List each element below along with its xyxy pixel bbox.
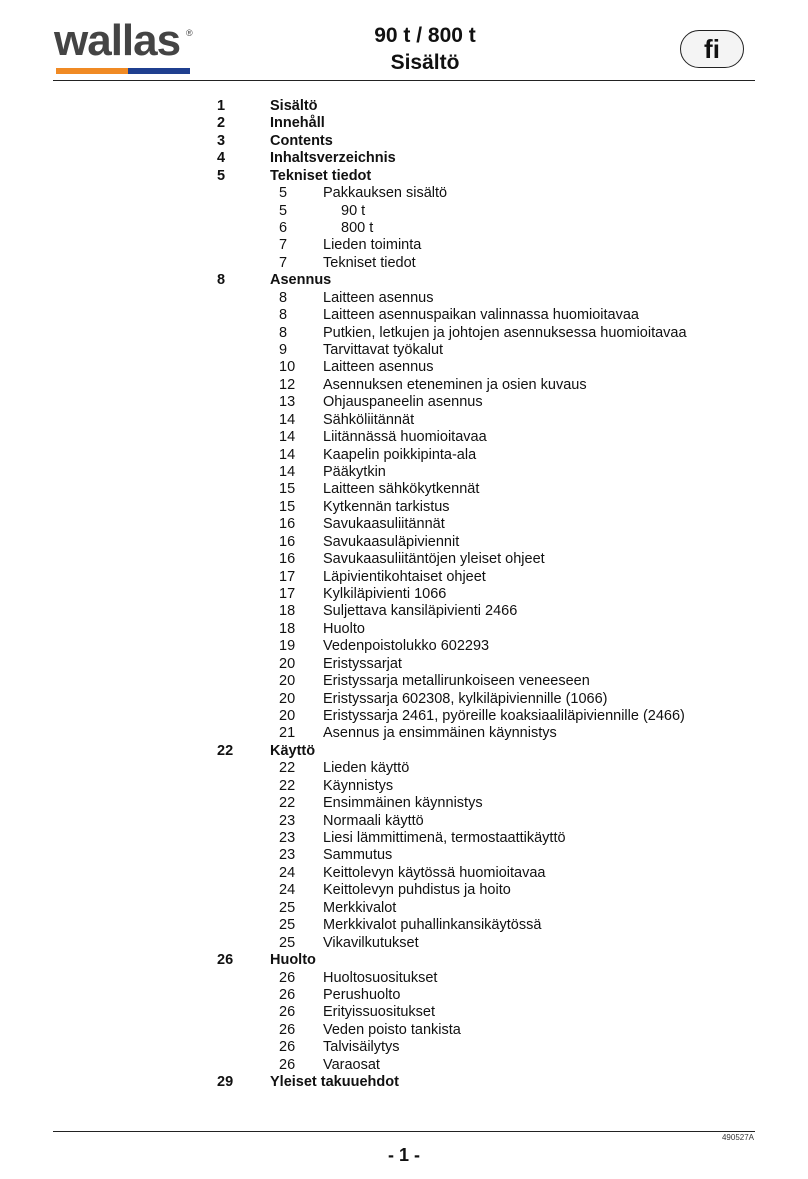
toc-entry-title: Kytkennän tarkistus <box>323 498 450 515</box>
toc-page-number: 23 <box>279 812 296 829</box>
toc-entry-title: Kaapelin poikkipinta-ala <box>323 446 477 463</box>
toc-page-number: 16 <box>279 533 296 550</box>
toc-page-number: 26 <box>279 1004 296 1021</box>
toc-page-number: 20 <box>279 708 296 725</box>
toc-entry-title: Asennuksen eteneminen ja osien kuvaus <box>323 376 587 393</box>
toc-page-number: 14 <box>279 411 296 428</box>
toc-entry-title: Käynnistys <box>323 777 394 794</box>
toc-page-number: 7 <box>279 254 288 271</box>
toc-entry-title: Huoltosuositukset <box>323 969 438 986</box>
toc-entry-title: Eristyssarjat <box>323 655 402 672</box>
toc-page-number: 12 <box>279 376 296 393</box>
toc-page-number: 23 <box>279 847 296 864</box>
toc-page-number: 22 <box>279 760 296 777</box>
toc-entry-title: Asennus ja ensimmäinen käynnistys <box>323 725 557 742</box>
toc-page-number: 5 <box>217 167 226 184</box>
toc-entry-title: Läpivientikohtaiset ohjeet <box>323 568 486 585</box>
logo-orange-stripe <box>56 68 128 74</box>
toc-page-number: 6 <box>279 220 288 236</box>
toc-entry-title: Tarvittavat työkalut <box>323 342 444 359</box>
toc-entry-title: 90 t <box>341 202 366 219</box>
toc-entry-title: Pääkytkin <box>323 464 386 481</box>
toc-entry-title: Perushuolto <box>323 986 401 1003</box>
toc-page-number: 2 <box>217 115 226 132</box>
toc-page-number: 17 <box>279 586 296 603</box>
toc-page-number: 29 <box>217 1074 234 1091</box>
toc-page-number: 25 <box>279 917 296 934</box>
toc-page-number: 26 <box>279 986 296 1003</box>
toc-page-number: 22 <box>279 777 296 794</box>
toc-page-number: 21 <box>279 725 296 742</box>
toc-page-number: 8 <box>279 324 288 341</box>
toc-page-number: 14 <box>279 464 296 481</box>
toc-entry-title: Eristyssarja 602308, kylkiläpiviennille (1066) <box>323 690 608 707</box>
toc-entry-title: Laitteen asennus <box>323 359 434 376</box>
toc-entry-title: Veden poisto tankista <box>323 1021 461 1038</box>
toc-entry-title: Keittolevyn puhdistus ja hoito <box>323 882 511 899</box>
toc-page-number: 8 <box>217 272 226 289</box>
document-code: 490527A <box>721 1133 754 1142</box>
toc-entry-title: Keittolevyn käytössä huomioitavaa <box>323 864 546 881</box>
toc-entry-title: Talvisäilytys <box>323 1039 400 1056</box>
toc-page-number: 16 <box>279 516 296 533</box>
toc-entry-title: Liitännässä huomioitavaa <box>323 429 487 446</box>
toc-page-number: 20 <box>279 673 296 690</box>
toc-entry-title: Pakkauksen sisältö <box>323 185 448 202</box>
toc-page-number: 18 <box>279 620 296 637</box>
footer-divider <box>53 1131 755 1132</box>
toc-page-number: 8 <box>279 289 288 306</box>
toc-page-number: 22 <box>217 742 234 759</box>
toc-entry-title: Inhaltsverzeichnis <box>270 150 396 167</box>
toc-page-number: 3 <box>217 132 226 149</box>
toc-entry-title: Savukaasuliitännät <box>323 516 445 533</box>
registered-mark: ® <box>186 28 193 38</box>
toc-entry-title: Tekniset tiedot <box>270 167 372 184</box>
toc-page-number: 26 <box>217 952 234 969</box>
toc-page-number: 7 <box>279 237 288 254</box>
toc-entry-title: Ohjauspaneelin asennus <box>323 394 483 411</box>
toc-page-number: 26 <box>279 1021 296 1038</box>
toc-entry-title: Laitteen asennuspaikan valinnassa huomioitavaa <box>323 307 639 324</box>
toc-page-number: 17 <box>279 568 296 585</box>
toc-page-number: 22 <box>279 795 296 812</box>
toc-entry-title: Tekniset tiedot <box>323 254 416 271</box>
toc-page-number: 8 <box>279 307 288 324</box>
toc-entry-title: Asennus <box>270 272 332 289</box>
toc-entry-title: Eristyssarja metallirunkoiseen veneeseen <box>323 673 590 690</box>
toc-entry-title: Ensimmäinen käynnistys <box>323 795 483 812</box>
toc-entry-title: Merkkivalot <box>323 899 397 916</box>
toc-page-number: 25 <box>279 934 296 951</box>
toc-page-number: 26 <box>279 1056 296 1073</box>
toc-page-number: 25 <box>279 899 296 916</box>
toc-entry-title: Sisältö <box>270 98 318 114</box>
toc-page-number: 15 <box>279 481 296 498</box>
toc-entry-title: Vikavilkutukset <box>323 934 419 951</box>
toc-page-number: 24 <box>279 864 296 881</box>
toc-page-number: 5 <box>279 202 288 219</box>
toc-page-number: 15 <box>279 498 296 515</box>
toc-entry-title: 800 t <box>341 220 374 236</box>
toc-page-number: 19 <box>279 638 296 655</box>
toc-page-number: 10 <box>279 359 296 376</box>
toc-page-number: 16 <box>279 551 296 568</box>
document-subtitle: Sisältö <box>390 51 460 74</box>
toc-page-number: 26 <box>279 1039 296 1056</box>
toc-entry-title: Lieden toiminta <box>323 237 422 254</box>
page-number: - 1 - <box>387 1145 420 1165</box>
toc-entry-title: Innehåll <box>270 115 325 132</box>
logo-wordmark: wallas <box>54 16 181 65</box>
toc-entry-title: Putkien, letkujen ja johtojen asennuksessa huomioitavaa <box>323 324 687 341</box>
toc-entry-title: Käyttö <box>270 742 316 759</box>
toc-page-number: 23 <box>279 830 296 847</box>
toc-page-number: 1 <box>217 98 226 114</box>
toc-page-number: 18 <box>279 603 296 620</box>
logo-blue-stripe <box>128 68 190 74</box>
document-title: 90 t / 800 t <box>374 24 476 47</box>
toc-entry-title: Contents <box>270 132 333 149</box>
toc-entry-title: Lieden käyttö <box>323 760 410 777</box>
toc-entry-title: Yleiset takuuehdot <box>270 1074 399 1091</box>
toc-entry-title: Huolto <box>323 620 365 637</box>
toc-entry-title: Sähköliitännät <box>323 411 415 428</box>
toc-entry-title: Erityissuositukset <box>323 1004 436 1021</box>
toc-page-number: 9 <box>279 342 288 359</box>
toc-entry-title: Savukaasuliitäntöjen yleiset ohjeet <box>323 551 545 568</box>
toc-entry-title: Eristyssarja 2461, pyöreille koaksiaaliläpiviennille (2466) <box>323 708 685 725</box>
header-divider <box>53 80 755 81</box>
toc-entry-title: Normaali käyttö <box>323 812 424 829</box>
toc-entry-title: Merkkivalot puhallinkansikäytössä <box>323 917 542 934</box>
toc-page-number: 20 <box>279 655 296 672</box>
toc-entry-title: Sammutus <box>323 847 393 864</box>
toc-page-number: 26 <box>279 969 296 986</box>
toc-entry-title: Suljettava kansiläpivienti 2466 <box>323 603 518 620</box>
wallas-logo <box>54 16 193 76</box>
toc-page-number: 20 <box>279 690 296 707</box>
toc-page-number: 24 <box>279 882 296 899</box>
toc-page-number: 4 <box>217 150 226 167</box>
toc-page-number: 5 <box>279 185 288 202</box>
toc-entry-title: Laitteen sähkökytkennät <box>323 481 480 498</box>
toc-page-number: 14 <box>279 446 296 463</box>
language-badge: fi <box>680 30 744 68</box>
toc-entry-title: Liesi lämmittimenä, termostaattikäyttö <box>323 830 566 847</box>
toc-page-number: 14 <box>279 429 296 446</box>
toc-entry-title: Savukaasuläpiviennit <box>323 533 460 550</box>
toc-page-number: 13 <box>279 394 296 411</box>
toc-entry-title: Vedenpoistolukko 602293 <box>323 638 490 655</box>
toc-entry-title: Huolto <box>270 952 316 969</box>
toc-entry-title: Varaosat <box>323 1056 380 1073</box>
toc-entry-title: Laitteen asennus <box>323 289 434 306</box>
toc-entry-title: Kylkiläpivienti 1066 <box>323 586 447 603</box>
